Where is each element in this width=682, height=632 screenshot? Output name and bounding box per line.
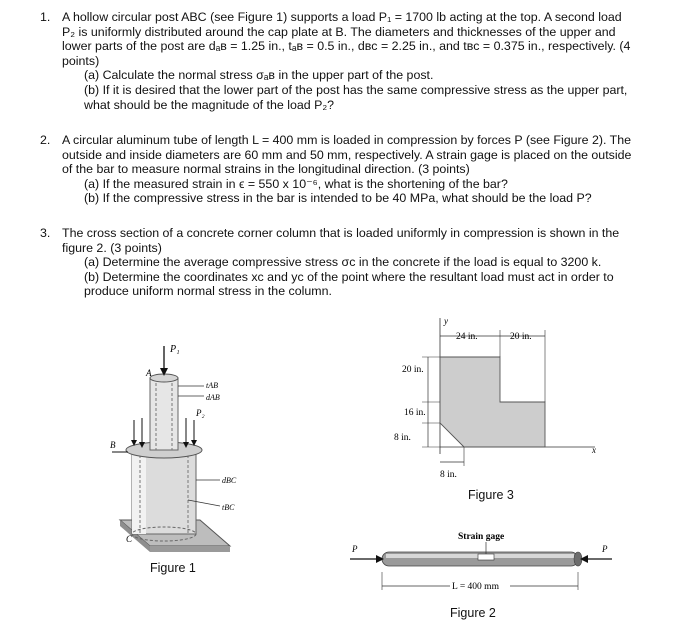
lower-post-highlight	[132, 450, 146, 534]
figure-2-caption: Figure 2	[450, 606, 496, 620]
label-p-left: P	[352, 544, 358, 554]
label-length: L = 400 mm	[452, 582, 499, 592]
figure-1-diagram	[110, 340, 250, 565]
label-b: B	[110, 440, 116, 450]
label-tbc: tBC	[222, 503, 235, 512]
label-p-right: P	[602, 544, 608, 554]
strain-gage	[478, 554, 494, 560]
label-20in-left: 20 in.	[402, 365, 424, 375]
label-tab: tAB	[206, 381, 218, 390]
question-text-line: points)	[62, 53, 100, 68]
label-20in-top: 20 in.	[510, 332, 532, 342]
label-dbc: dBC	[222, 476, 237, 485]
part-b: (b) If the compressive stress in the bar is intended to be 40 MPa, what should be the load P?	[84, 191, 592, 206]
question-text-line: A hollow circular post ABC (see Figure 1) supports a load P₁ = 1700 lb acting at the top. A second load	[62, 10, 622, 24]
part-a: (a) Determine the average compressive stress σc in the concrete if the load is equal to 3200 k.	[84, 255, 602, 270]
label-strain-gage: Strain gage	[458, 532, 505, 542]
label-y: y	[444, 316, 448, 326]
question-text-line: P₂ is uniformly distributed around the cap plate at B. The diameters and thicknesses of the upper and	[62, 24, 616, 39]
upper-post	[150, 378, 178, 450]
question-number: 1.	[40, 10, 51, 24]
label-a: A	[146, 368, 152, 378]
label-dab: dAB	[206, 393, 220, 402]
label-x: x	[592, 445, 596, 455]
part-a: (a) Calculate the normal stress σₐʙ in the upper part of the post.	[84, 68, 434, 83]
question-text-line: of the bar to measure normal strains in the longitudinal direction. (3 points)	[62, 162, 470, 177]
part-b: (b) Determine the coordinates xc and yc of the point where the resultant load must act in order to	[84, 269, 614, 284]
label-p1: P₁	[170, 344, 180, 355]
question-text-line: outside and inside diameters are 60 mm and 50 mm, respectively. A strain gage is placed on the outside	[62, 147, 632, 162]
base-plate-front	[150, 546, 230, 552]
label-8in-left: 8 in.	[394, 433, 411, 443]
figure-3-caption: Figure 3	[468, 488, 514, 502]
figure-3-diagram	[392, 314, 607, 482]
column-cross-section	[440, 357, 545, 447]
question-number: 2.	[40, 133, 51, 147]
figure-2-diagram	[340, 528, 630, 603]
figure-1-caption: Figure 1	[150, 561, 196, 575]
label-p2: P₂	[196, 408, 205, 418]
question-text-line: The cross section of a concrete corner column that is loaded uniformly in compression is shown in the	[62, 226, 620, 240]
label-c: C	[126, 534, 133, 544]
part-b-cont: produce uniform normal stress in the column.	[84, 284, 332, 299]
label-8in-bottom: 8 in.	[440, 470, 457, 480]
label-24in: 24 in.	[456, 332, 478, 342]
part-a: (a) If the measured strain in ϵ = 550 x 10⁻⁶, what is the shortening of the bar?	[84, 176, 508, 191]
label-16in: 16 in.	[404, 408, 426, 418]
question-text-line: lower parts of the post are dₐʙ = 1.25 in., tₐʙ = 0.5 in., dʙc = 2.25 in., and tʙc = 0.375 in., respectively. (4	[62, 39, 631, 54]
question-number: 3.	[40, 226, 51, 240]
part-b: (b) If it is desired that the lower part of the post has the same compressive stress as the upper part,	[84, 82, 628, 97]
question-text-line: A circular aluminum tube of length L = 400 mm is loaded in compression by forces P (see Figure 2). The	[62, 133, 631, 147]
part-b-cont: what should be the magnitude of the load P₂?	[84, 97, 335, 112]
question-text-line: figure 2. (3 points)	[62, 240, 162, 255]
